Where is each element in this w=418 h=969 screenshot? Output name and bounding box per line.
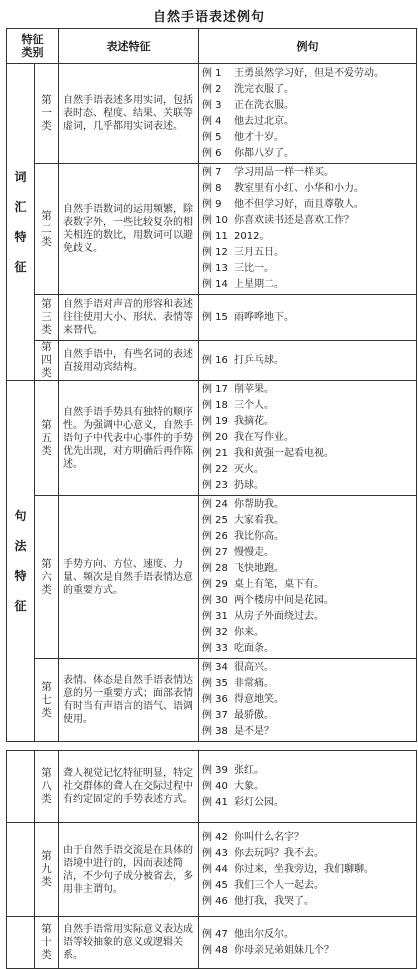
example-number: 例 43 — [202, 847, 228, 859]
example-item — [202, 382, 416, 398]
examples-cell — [199, 295, 417, 341]
example-item — [202, 943, 416, 959]
example-number: 例 18 — [202, 400, 228, 411]
example-item — [202, 462, 416, 478]
example-number: 例 16 — [202, 354, 228, 366]
example-text: 打乒乓球。 — [234, 354, 284, 366]
example-item — [202, 795, 416, 811]
example-text: 桌上有笔，桌下有。 — [234, 579, 324, 590]
example-number: 例 3 — [202, 99, 222, 111]
header-feature: 表述特征 — [59, 29, 199, 64]
subclass-char: 十 — [41, 936, 52, 948]
example-item — [202, 213, 416, 229]
example-item — [202, 114, 416, 130]
example-item — [202, 353, 416, 369]
example-text: 慢慢走。 — [234, 547, 274, 558]
example-number: 例 21 — [202, 448, 228, 459]
example-number: 例 8 — [202, 183, 222, 194]
example-item — [202, 561, 416, 577]
category-cell — [7, 64, 35, 381]
feature-cell: 自然手语数词的运用频繁，除表数字外，一些比较复杂的相关相连的数比，用数词可以避免歧义。 — [59, 164, 199, 295]
subclass-char: 类 — [41, 876, 52, 888]
example-item — [202, 310, 416, 326]
example-number: 例 39 — [202, 764, 228, 776]
table-row — [7, 341, 417, 381]
subclass-char: 八 — [41, 780, 52, 792]
category-char: 特 — [14, 230, 27, 244]
subclass-char: 四 — [41, 354, 52, 366]
table-row — [7, 751, 417, 823]
subclass-char: 第 — [41, 680, 52, 693]
example-number: 例 44 — [202, 863, 228, 875]
example-item — [202, 446, 416, 462]
subclass-char: 第 — [41, 418, 52, 431]
subclass-cell — [35, 381, 59, 496]
example-text: 2012。 — [234, 231, 270, 242]
example-text: 他去过北京。 — [234, 115, 294, 127]
subclass-char: 五 — [41, 431, 52, 444]
example-item — [202, 846, 416, 862]
example-item — [202, 165, 416, 181]
example-text: 你去玩吗？我不去。 — [234, 847, 324, 859]
example-item — [202, 66, 416, 82]
subclass-char: 类 — [41, 949, 52, 961]
example-item — [202, 763, 416, 779]
example-number: 例 7 — [202, 167, 222, 178]
example-text: 最骄傲。 — [234, 710, 274, 721]
subclass-char: 第 — [41, 850, 52, 862]
example-number: 例 26 — [202, 531, 228, 542]
example-item — [202, 197, 416, 213]
example-text: 上星期二。 — [234, 279, 284, 290]
example-number: 例 47 — [202, 928, 228, 940]
subclass-char: 第 — [41, 209, 52, 222]
example-number: 例 38 — [202, 726, 228, 737]
example-number: 例 1 — [202, 67, 222, 79]
example-number: 例 12 — [202, 247, 228, 258]
subclass-char: 第 — [41, 923, 52, 935]
example-text: 我在写作业。 — [234, 432, 294, 443]
example-text: 彩灯公园。 — [234, 796, 284, 808]
example-text: 正在洗衣服。 — [234, 99, 294, 111]
subclass-char: 类 — [41, 235, 52, 248]
subclass-char: 第 — [41, 94, 52, 106]
header-type-bottom: 类别 — [21, 46, 44, 59]
example-text: 你过来，坐我旁边，我们聊聊。 — [234, 863, 374, 875]
example-text: 你帮助我。 — [234, 499, 284, 510]
category-cell — [7, 381, 35, 742]
example-text: 大象。 — [234, 780, 264, 792]
example-text: 从房子外面绕过去。 — [234, 611, 324, 622]
table-row — [7, 659, 417, 742]
example-item — [202, 862, 416, 878]
examples-cell — [199, 659, 417, 742]
subclass-char: 第 — [41, 767, 52, 779]
example-item — [202, 497, 416, 513]
subclass-cell — [35, 64, 59, 164]
subclass-char: 类 — [41, 367, 52, 379]
category-char: 汇 — [14, 200, 27, 214]
examples-cell — [199, 381, 417, 496]
example-item — [202, 245, 416, 261]
example-item — [202, 478, 416, 494]
subclass-char: 类 — [41, 444, 52, 457]
example-number: 例 4 — [202, 115, 222, 127]
example-item — [202, 577, 416, 593]
example-number: 例 20 — [202, 432, 228, 443]
example-text: 削苹果。 — [234, 384, 274, 395]
subclass-char: 一 — [41, 107, 52, 119]
example-item — [202, 609, 416, 625]
table-row — [7, 381, 417, 496]
example-number: 例 45 — [202, 879, 228, 891]
feature-cell: 自然手语表述多用实词，包括表时态、程度、结果、关联等虚词，几乎都用实词表述。 — [59, 64, 199, 164]
example-text: 洗完衣服了。 — [234, 83, 294, 95]
example-item — [202, 641, 416, 657]
example-text: 他打我，我哭了。 — [234, 895, 314, 907]
examples-cell — [199, 64, 417, 164]
example-text: 大家看我。 — [234, 515, 284, 526]
example-text: 他不但学习好，而且尊敬人。 — [234, 199, 364, 210]
example-item — [202, 927, 416, 943]
example-number: 例 9 — [202, 199, 222, 210]
subclass-char: 第 — [41, 557, 52, 570]
example-number: 例 42 — [202, 831, 228, 843]
feature-cell: 自然手语中，有些名词的表述直接用动宾结构。 — [59, 341, 199, 381]
example-item — [202, 529, 416, 545]
example-number: 例 24 — [202, 499, 228, 510]
subclass-char: 七 — [41, 693, 52, 706]
examples-cell — [199, 823, 417, 917]
example-item — [202, 545, 416, 561]
feature-cell: 自然手语手势具有独特的顺序性。为强调中心意义，自然手语句子中代表中心事件的手势优先出现，对方明确后再作陈述。 — [59, 381, 199, 496]
example-number: 例 27 — [202, 547, 228, 558]
category-char: 法 — [14, 539, 27, 553]
header-type-top: 特征 — [21, 33, 44, 46]
example-number: 例 48 — [202, 944, 228, 956]
example-number: 例 40 — [202, 780, 228, 792]
feature-cell: 由于自然手语交流是在具体的语境中进行的，因而表述简洁，不少句子成分被省去，多用非主谓句。 — [59, 823, 199, 917]
subclass-char: 九 — [41, 863, 52, 875]
subclass-char: 三 — [41, 311, 52, 323]
example-text: 王勇虽然学习好，但是不爱劳动。 — [234, 67, 384, 79]
examples-cell — [199, 917, 417, 969]
example-number: 例 41 — [202, 796, 228, 808]
feature-cell: 聋人视觉记忆特征明显，特定社交群体的聋人在交际过程中有约定固定的手势表述方式。 — [59, 751, 199, 823]
header-example: 例句 — [199, 29, 417, 64]
example-item — [202, 229, 416, 245]
example-text: 雨哗哗地下。 — [234, 311, 294, 323]
example-number: 例 5 — [202, 131, 222, 143]
page-title: 自然手语表述例句 — [152, 10, 265, 25]
example-number: 例 46 — [202, 895, 228, 907]
feature-cell: 自然手语常用实际意义表达成语等较抽象的意义或逻辑关系。 — [59, 917, 199, 969]
example-number: 例 30 — [202, 595, 228, 606]
category-char: 句 — [14, 509, 27, 523]
subclass-cell — [35, 295, 59, 341]
subclass-cell — [35, 751, 59, 823]
gap-cell — [7, 742, 417, 751]
example-number: 例 32 — [202, 627, 228, 638]
category-char: 词 — [14, 170, 27, 184]
example-item — [202, 625, 416, 641]
subclass-char: 六 — [41, 570, 52, 583]
subclass-char: 类 — [41, 324, 52, 336]
example-number: 例 13 — [202, 263, 228, 274]
subclass-char: 第 — [41, 298, 52, 310]
example-text: 三个人。 — [234, 400, 274, 411]
subclass-cell — [35, 341, 59, 381]
example-number: 例 28 — [202, 563, 228, 574]
example-number: 例 14 — [202, 279, 228, 290]
example-number: 例 34 — [202, 662, 228, 673]
feature-cell: 手势方向、方位、速度、力量、频次是自然手语表情达意的重要方式。 — [59, 496, 199, 659]
example-item — [202, 82, 416, 98]
example-item — [202, 593, 416, 609]
header-type — [7, 29, 59, 64]
example-text: 学习用品一样一样买。 — [234, 167, 334, 178]
header-row — [7, 29, 417, 64]
table-row — [7, 295, 417, 341]
example-item — [202, 430, 416, 446]
example-item — [202, 830, 416, 846]
example-number: 例 11 — [202, 231, 228, 242]
examples-cell — [199, 341, 417, 381]
example-number: 例 2 — [202, 83, 222, 95]
example-text: 我们三个人一起去。 — [234, 879, 324, 891]
example-text: 你都八岁了。 — [234, 147, 294, 159]
example-item — [202, 894, 416, 910]
example-item — [202, 878, 416, 894]
example-text: 扔球。 — [234, 480, 264, 491]
example-number: 例 31 — [202, 611, 228, 622]
example-number: 例 23 — [202, 480, 228, 491]
example-number: 例 17 — [202, 384, 228, 395]
example-text: 张红。 — [234, 764, 264, 776]
example-text: 你叫什么名字？ — [234, 831, 304, 843]
category-cell-empty — [7, 917, 35, 969]
example-number: 例 10 — [202, 215, 228, 226]
example-text: 得意地笑。 — [234, 694, 284, 705]
example-number: 例 15 — [202, 311, 228, 323]
example-text: 飞快地跑。 — [234, 563, 284, 574]
example-number: 例 22 — [202, 464, 228, 475]
example-item — [202, 398, 416, 414]
examples-cell — [199, 751, 417, 823]
subclass-char: 类 — [41, 706, 52, 719]
example-number: 例 33 — [202, 643, 228, 654]
category-char: 特 — [14, 569, 27, 583]
example-text: 是不是？ — [234, 726, 274, 737]
subclass-cell — [35, 496, 59, 659]
example-item — [202, 146, 416, 162]
table-row — [7, 917, 417, 969]
example-text: 两个楼房中间是花园。 — [234, 595, 334, 606]
feature-cell: 自然手语对声音的形容和表述往往使用大小、形状、表情等来替代。 — [59, 295, 199, 341]
example-item — [202, 261, 416, 277]
subclass-char: 类 — [41, 120, 52, 132]
subclass-cell — [35, 164, 59, 295]
subclass-cell — [35, 917, 59, 969]
example-item — [202, 676, 416, 692]
examples-cell — [199, 496, 417, 659]
example-text: 你喜欢读书还是喜欢工作？ — [234, 215, 354, 226]
example-item — [202, 513, 416, 529]
table-row — [7, 164, 417, 295]
example-number: 例 37 — [202, 710, 228, 721]
example-number: 例 29 — [202, 579, 228, 590]
subclass-char: 类 — [41, 793, 52, 805]
example-item — [202, 692, 416, 708]
example-item — [202, 779, 416, 795]
subclass-cell — [35, 659, 59, 742]
subclass-cell — [35, 823, 59, 917]
example-text: 他才十岁。 — [234, 131, 284, 143]
example-text: 三月五日。 — [234, 247, 284, 258]
example-text: 非常痛。 — [234, 678, 274, 689]
example-text: 灭火。 — [234, 464, 264, 475]
example-item — [202, 660, 416, 676]
example-item — [202, 130, 416, 146]
example-item — [202, 724, 416, 740]
section-gap — [7, 742, 417, 751]
example-item — [202, 98, 416, 114]
example-text: 三比一。 — [234, 263, 274, 274]
example-text: 我摘花。 — [234, 416, 274, 427]
example-item — [202, 708, 416, 724]
category-cell-empty — [7, 751, 35, 823]
table-row — [7, 64, 417, 164]
sign-language-table — [6, 28, 417, 969]
category-char: 征 — [14, 260, 27, 274]
example-text: 我比你高。 — [234, 531, 284, 542]
subclass-char: 二 — [41, 222, 52, 235]
examples-cell — [199, 164, 417, 295]
feature-cell: 表情、体态是自然手语表情达意的另一重要方式；面部表情有时当有声语言的语气、语调使用。 — [59, 659, 199, 742]
example-text: 你来。 — [234, 627, 264, 638]
example-number: 例 19 — [202, 416, 228, 427]
example-text: 吃面条。 — [234, 643, 274, 654]
example-text: 他出尔反尔。 — [234, 928, 294, 940]
subclass-char: 类 — [41, 583, 52, 596]
example-text: 教室里有小红、小华和小力。 — [234, 183, 364, 194]
example-text: 你母亲兄弟姐妹几个？ — [234, 944, 334, 956]
category-char: 征 — [14, 599, 27, 613]
example-number: 例 35 — [202, 678, 228, 689]
example-item — [202, 414, 416, 430]
example-number: 例 36 — [202, 694, 228, 705]
example-text: 我和黄强一起看电视。 — [234, 448, 334, 459]
subclass-char: 第 — [41, 341, 52, 353]
category-cell-empty — [7, 823, 35, 917]
example-number: 例 25 — [202, 515, 228, 526]
example-item — [202, 277, 416, 293]
table-row — [7, 823, 417, 917]
example-item — [202, 181, 416, 197]
example-text: 很高兴。 — [234, 662, 274, 673]
table-row — [7, 496, 417, 659]
example-number: 例 6 — [202, 147, 222, 159]
